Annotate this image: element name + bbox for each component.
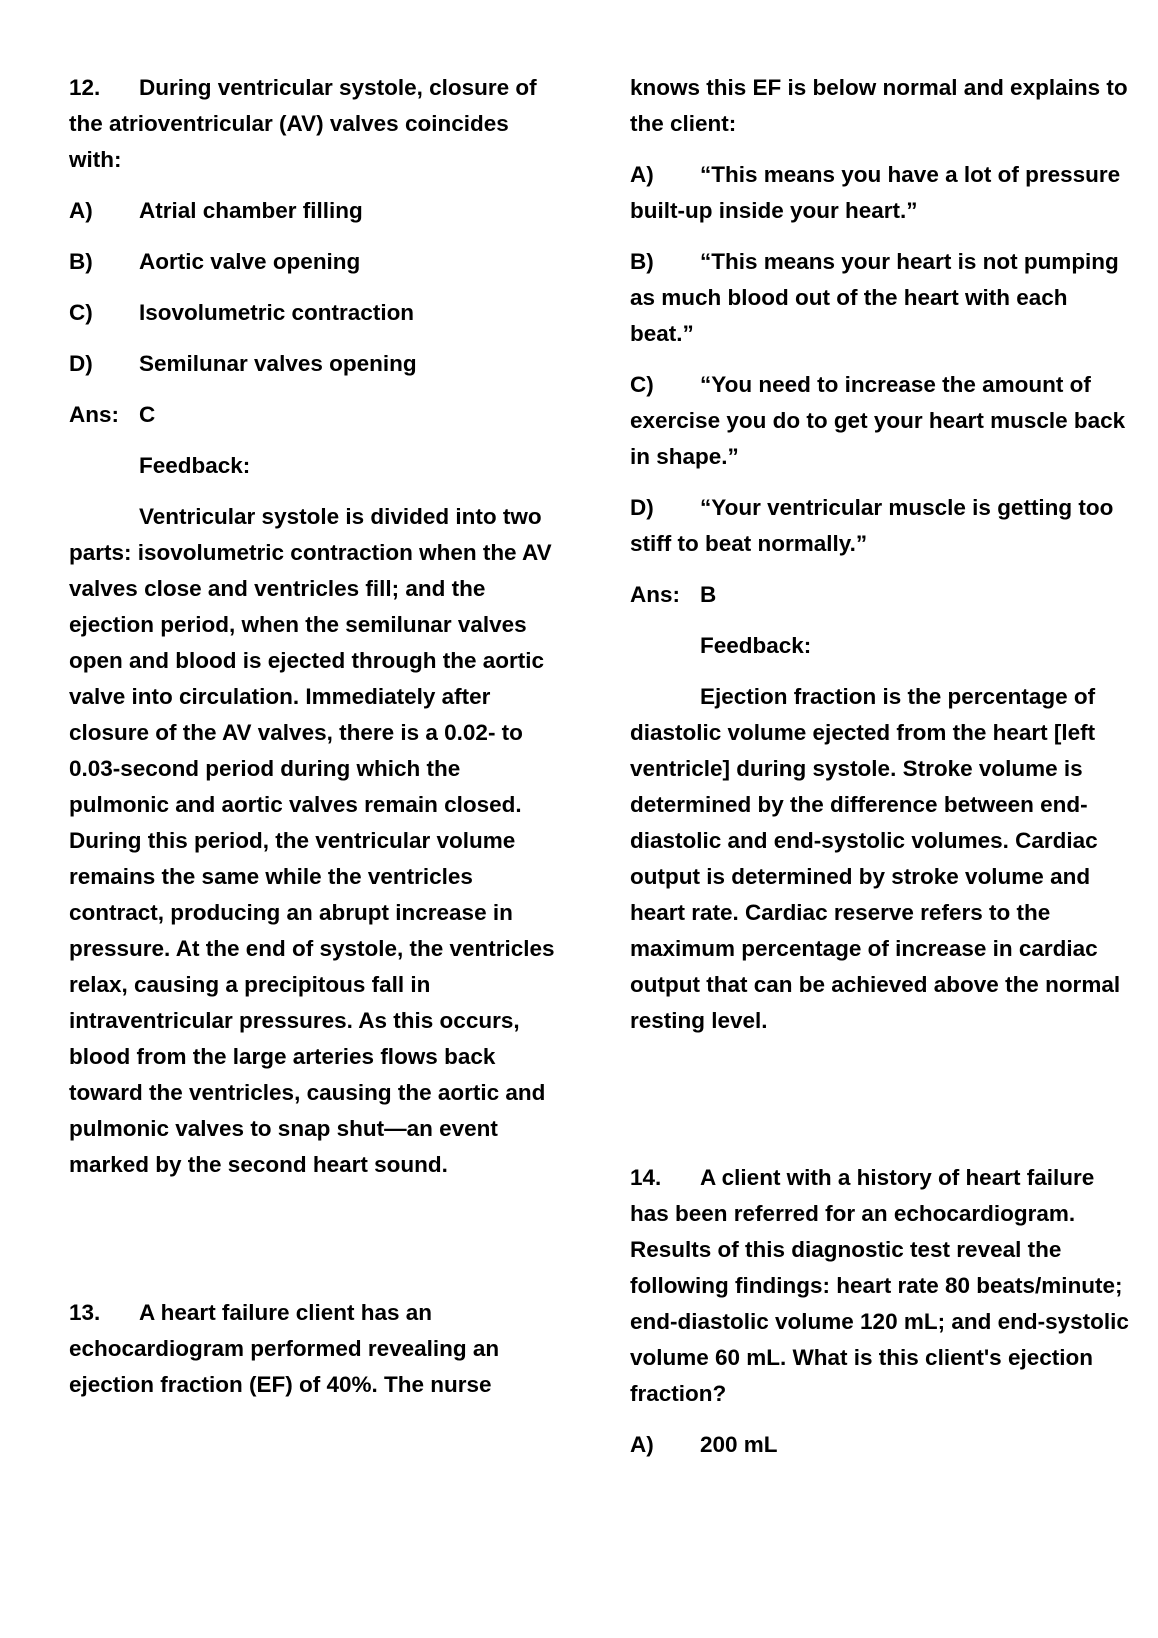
option-letter: D) (69, 351, 93, 376)
option-text: “You need to increase the amount of exercise you do to get your heart muscle back in shape.” (630, 372, 1126, 469)
feedback-text: Ventricular systole is divided into two parts: isovolumetric contraction when the AV valves close and ventricles fill; and the ejection period, when the semilunar valves open and blood is ejected through the aortic valve into circulation. Immediately after closure of the AV valves, there is a 0.02- to 0.03-second period during which the pulmonic and aortic valves remain closed. During this period, the ventricular volume remains the same while the ventricles contract, producing an abrupt increase in pressure. At the end of systole, the ventricles relax, causing a precipitous fall in intraventricular pressures. As this occurs, blood from the large arteries flows back toward the ventricles, causing the aortic and pulmonic valves to snap shut—an event marked by the second heart sound. (69, 504, 555, 1177)
feedback-label: Feedback: (139, 453, 251, 478)
option-letter: A) (630, 162, 654, 187)
option-letter: A) (69, 198, 93, 223)
option-text: “Your ventricular muscle is getting too stiff to beat normally.” (630, 495, 1114, 556)
right-column (630, 70, 1130, 1457)
feedback-label: Feedback: (700, 633, 812, 658)
option-letter: A) (630, 1432, 654, 1457)
option-text: Atrial chamber filling (139, 198, 363, 223)
question-12-stem-first: During ventricular systole, closure of (139, 75, 537, 100)
question-13 (69, 1295, 559, 1403)
answer-label: Ans: (630, 582, 680, 607)
option-b (69, 244, 559, 280)
answer-label: Ans: (69, 402, 119, 427)
question-number: 13. (69, 1300, 101, 1325)
question-13-stem-continued: knows this EF is below normal and explains to the client: (630, 75, 1128, 136)
question-12-stem-rest: the atrioventricular (AV) valves coincides with: (69, 111, 509, 172)
option-text: Semilunar valves opening (139, 351, 417, 376)
option-text: 200 mL (700, 1432, 778, 1457)
question-12 (69, 70, 559, 1183)
option-text: “This means you have a lot of pressure built-up inside your heart.” (630, 162, 1121, 223)
question-number: 12. (69, 75, 101, 100)
feedback-text: Ejection fraction is the percentage of diastolic volume ejected from the heart [left ventricle] during systole. Stroke volume is determined by the difference between end-diastolic and end-systolic volumes. Cardiac output is determined by stroke volume and heart rate. Cardiac reserve refers to the maximum percentage of increase in cardiac output that can be achieved above the normal resting level. (630, 684, 1121, 1033)
option-letter: B) (630, 249, 654, 274)
option-letter: C) (630, 372, 654, 397)
option-text: Isovolumetric contraction (139, 300, 415, 325)
question-13-stem-left: A heart failure client has an echocardiogram performed revealing an ejection fraction (EF) of 40%. The nurse (69, 1300, 500, 1397)
question-14-stem (630, 1160, 1130, 1412)
answer-line (630, 577, 1130, 613)
question-12-stem (69, 70, 559, 178)
option-c (69, 295, 559, 331)
option-d (630, 490, 1130, 562)
question-14 (630, 1160, 1130, 1463)
option-letter: D) (630, 495, 654, 520)
option-letter: B) (69, 249, 93, 274)
answer-value: B (700, 582, 717, 607)
option-text: “This means your heart is not pumping as much blood out of the heart with each beat.” (630, 249, 1119, 346)
left-column (69, 70, 559, 1397)
question-13-stem (69, 1295, 559, 1403)
option-a (630, 1427, 1130, 1463)
option-d (69, 346, 559, 382)
question-number: 14. (630, 1165, 662, 1190)
option-b (630, 244, 1130, 352)
answer-value: C (139, 402, 156, 427)
question-13-continued (630, 70, 1130, 1039)
question-14-stem-text: A client with a history of heart failure has been referred for an echocardiogram. Results of this diagnostic test reveal the following findings: heart rate 80 beats/minute; end-diastolic volume 120 mL; and end-systolic volume 60 mL. What is this client's ejection fraction? (630, 1165, 1129, 1406)
answer-line (69, 397, 559, 433)
option-a (69, 193, 559, 229)
option-c (630, 367, 1130, 475)
option-letter: C) (69, 300, 93, 325)
option-a (630, 157, 1130, 229)
option-text: Aortic valve opening (139, 249, 361, 274)
